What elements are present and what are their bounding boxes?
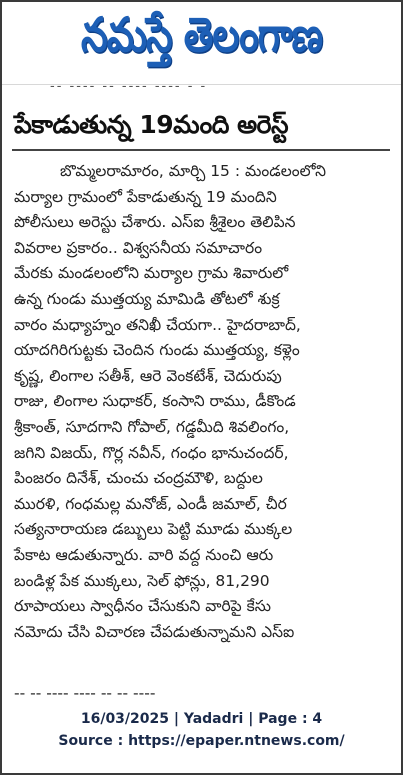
newspaper-logo: నమస్తే తెలంగాణ bbox=[81, 7, 322, 63]
body-line: మర్యాల గ్రామంలో పేకాడుతున్న 19 మందిని bbox=[14, 187, 277, 206]
article-clipping bbox=[2, 79, 401, 702]
body-line: రాజు, లింగాల సుధాకర్, కంసాని రాము, డీకొండ bbox=[14, 392, 296, 411]
cutoff-text: -- ---- -- ---- ---- - - bbox=[50, 79, 208, 94]
body-line: సత్యనారాయణ డబ్బులు పెట్టి మూడు ముక్కల bbox=[14, 520, 293, 539]
body-line: పేకాట ఆడుతున్నారు. వారి వద్ద నుంచి ఆరు bbox=[14, 545, 274, 564]
body-line: పోలీసులు అరెస్టు చేశారు. ఎస్ఐ శ్రీశైలం తెలిపిన bbox=[14, 213, 296, 232]
body-line: నమోదు చేసి విచారణ చేపడుతున్నామని ఎస్ఐ bbox=[14, 622, 295, 641]
article-headline: పేకాడుతున్న 19మంది అరెస్ట్ bbox=[14, 110, 289, 139]
body-line: పింజరం దినేశ్, చుంచు చంద్రమౌళి, బద్దుల bbox=[14, 469, 263, 488]
body-line: బొమ్మలరామారం, మార్చి 15 : మండలంలోని bbox=[60, 162, 327, 180]
body-line: ఉన్న గుండు ముత్తయ్య మామిడి తోటలో శుక్ర bbox=[14, 289, 280, 308]
article-body bbox=[14, 159, 390, 645]
body-line: మురళి, గంధమల్ల మనోజ్, ఎండీ జమాల్, చీర bbox=[14, 494, 287, 513]
body-line: వివరాల ప్రకారం.. విశ్వసనీయ సమాచారం bbox=[14, 238, 263, 257]
newspaper-masthead bbox=[2, 2, 401, 80]
cutoff-text: -- -- ---- ---- -- -- ---- bbox=[14, 684, 156, 702]
body-line: వారం మధ్యాహ్నం తనిఖీ చేయగా.. హైదరాబాద్, bbox=[14, 315, 301, 334]
body-line: యాదగిరిగుట్టకు చెందిన గుండు ముత్తయ్య, కళ్లెం bbox=[14, 341, 300, 360]
cutoff-text-top bbox=[2, 79, 401, 101]
source-footer bbox=[2, 708, 401, 752]
body-line: మేరకు మండలంలోని మర్యాల గ్రామ శివారులో bbox=[14, 264, 289, 283]
body-line: బండిళ్ల పేక ముక్కలు, సెల్ ఫోన్లు, 81,290 bbox=[14, 571, 270, 590]
footer-source-link[interactable]: Source : https://epaper.ntnews.com/ bbox=[58, 733, 345, 749]
body-line: కృష్ణ, లింగాల సతీశ్, ఆరె వెంకటేశ్, చెదురుపు bbox=[14, 366, 282, 385]
cutoff-text-bottom bbox=[14, 684, 390, 702]
footer-date-edition: 16/03/2025 | Yadadri | Page : 4 bbox=[80, 711, 323, 727]
body-line: జగిని విజయ్, గొర్ల నవీన్, గంధం భానుచందర్, bbox=[14, 443, 289, 462]
headline-divider bbox=[12, 149, 390, 151]
body-line: రూపాయలు స్వాధీనం చేసుకుని వారిపై కేసు bbox=[14, 597, 271, 616]
body-line: శ్రీకాంత్, సూదగాని గోపాల్, గడ్డమీది శివలింగం, bbox=[14, 417, 290, 436]
